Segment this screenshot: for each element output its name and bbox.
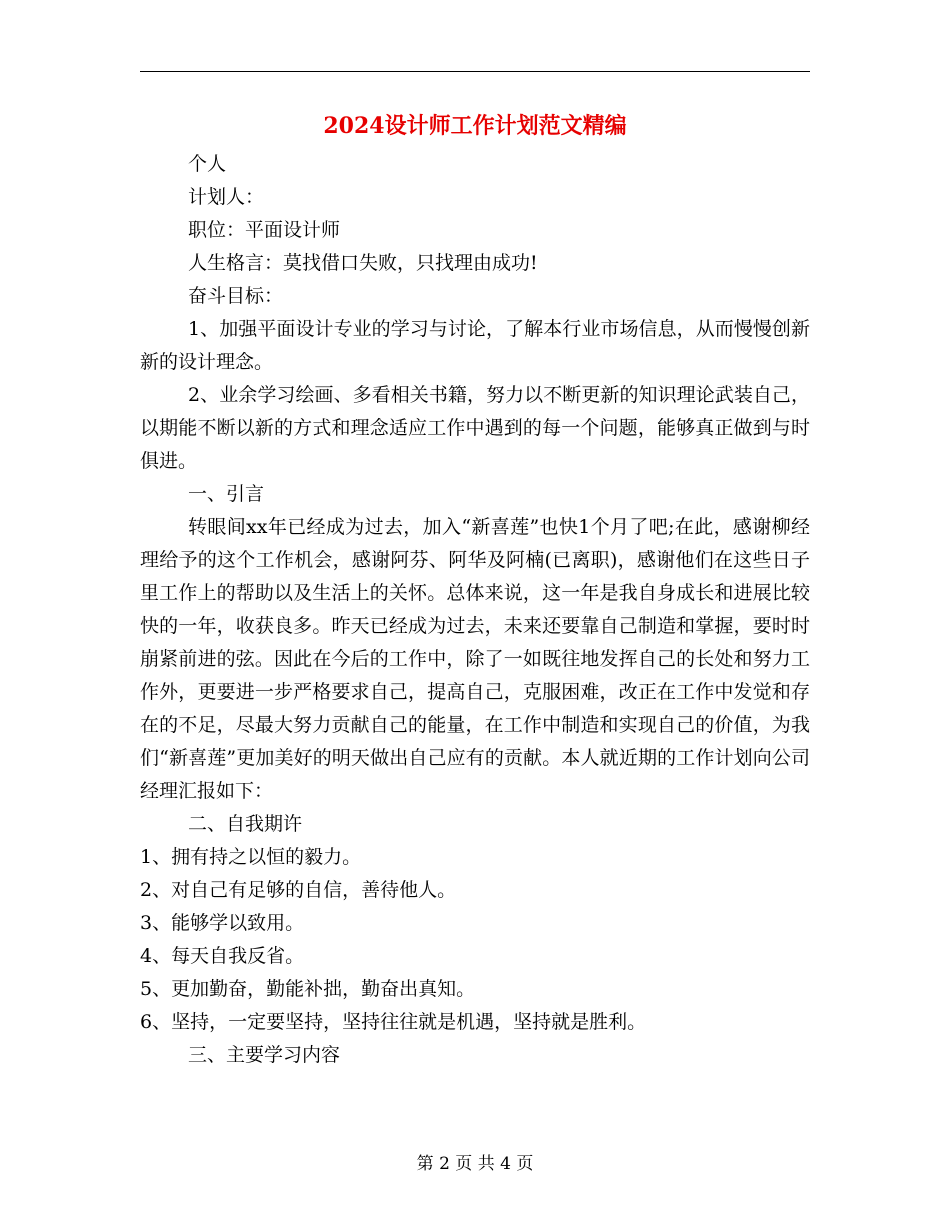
- list-item: 2、对自己有足够的自信，善待他人。: [140, 879, 457, 901]
- list-item: 4、每天自我反省。: [140, 945, 305, 967]
- list-item: 1、拥有持之以恒的毅力。: [140, 846, 362, 868]
- document-title: 2024设计师工作计划范文精编: [323, 113, 627, 139]
- list-item: 5、更加勤奋，勤能补拙，勤奋出真知。: [140, 978, 476, 1000]
- body-line: 个人: [188, 153, 227, 175]
- list-item: 3、能够学以致用。: [140, 912, 305, 934]
- list-item: 6、坚持，一定要坚持，坚持往往就是机遇，坚持就是胜利。: [140, 1011, 647, 1033]
- section-heading: 二、自我期许: [188, 813, 303, 835]
- body-line: 人生格言：莫找借口失败，只找理由成功!: [188, 252, 538, 274]
- section-heading: 一、引言: [188, 483, 265, 505]
- body-line: 奋斗目标：: [188, 285, 284, 307]
- goal-paragraph: 1、加强平面设计专业的学习与讨论，了解本行业市场信息，从而慢慢创新新的设计理念。: [140, 318, 810, 373]
- intro-paragraph: 转眼间xx年已经成为过去，加入“新喜莲”也快1个月了吧;在此，感谢柳经理给予的这个工作机会，感谢阿芬、阿华及阿楠(已离职)，感谢他们在这些日子里工作上的帮助以及生活上的关怀。总体来说，这一年是我自身成长和进展比较快的一年，收获良多。昨天已经成为过去，未来还要靠自己制造和掌握，要时时崩紧前进的弦。因此在今后的工作中，除了一如既往地发挥自己的长处和努力工作外，更要进一步严格要求自己，提高自己，克服困难，改正在工作中发觉和存在的不足，尽最大努力贡献自己的能量，在工作中制造和实现自己的价值，为我们“新喜莲”更加美好的明天做出自己应有的贡献。本人就近期的工作计划向公司经理汇报如下：: [140, 516, 810, 802]
- section-heading: 三、主要学习内容: [188, 1044, 341, 1066]
- document-body: [140, 148, 810, 1072]
- page-number: 第 2 页 共 4 页: [416, 1154, 534, 1174]
- body-line: 计划人：: [188, 186, 265, 208]
- header-rule: [140, 71, 810, 72]
- body-line: 职位：平面设计师: [188, 219, 341, 241]
- goal-paragraph: 2、业余学习绘画、多看相关书籍，努力以不断更新的知识理论武装自己，以期能不断以新的方式和理念适应工作中遇到的每一个问题，能够真正做到与时俱进。: [140, 384, 810, 472]
